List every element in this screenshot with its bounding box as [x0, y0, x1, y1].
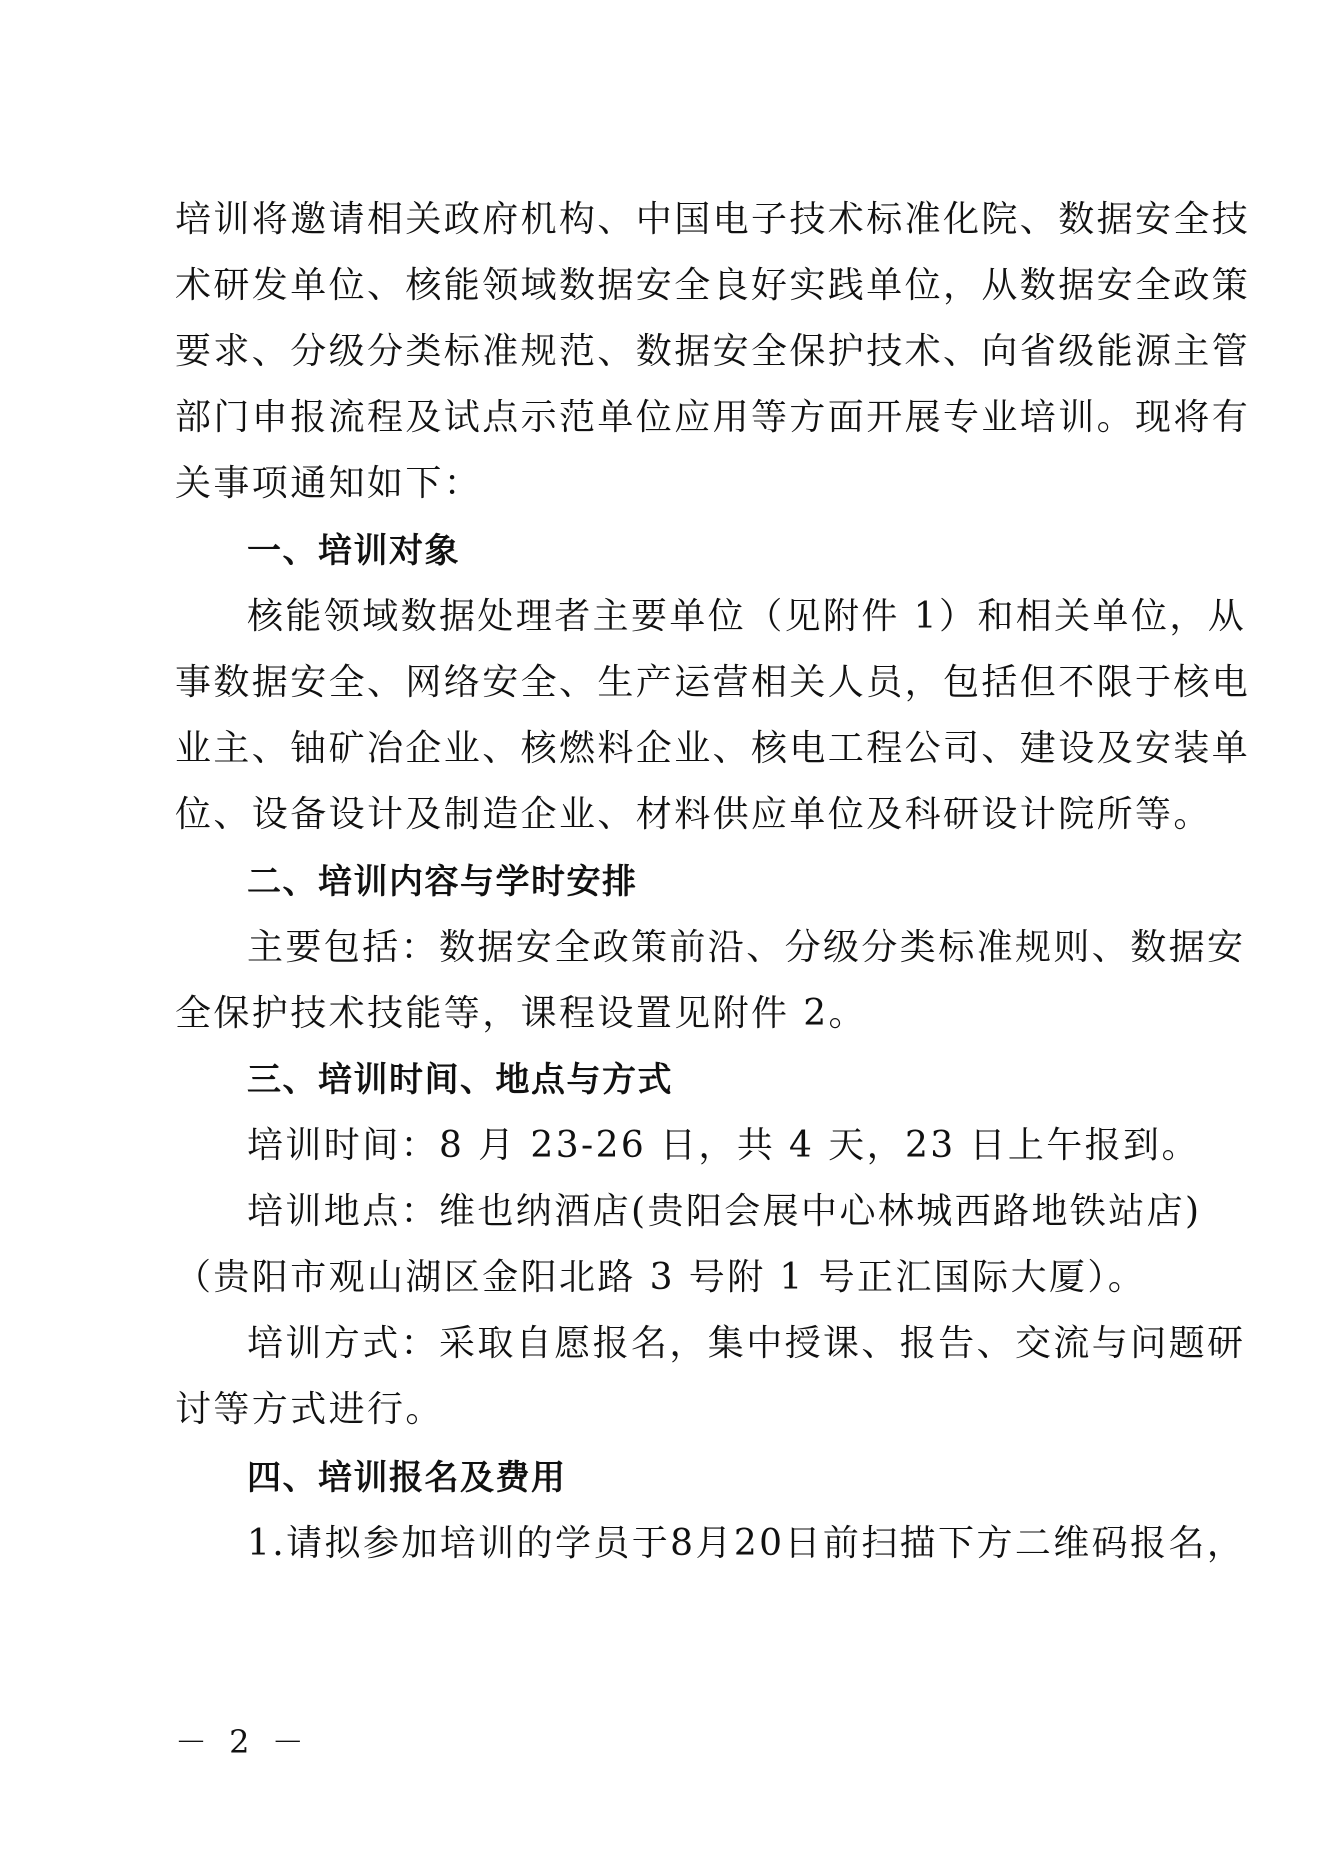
intro-line-1: 培训将邀请相关政府机构、中国电子技术标准化院、数据安全技	[175, 199, 1251, 240]
training-location-line-1: 培训地点：维也纳酒店(贵阳会展中心林城西路地铁站店)	[247, 1191, 1202, 1232]
section-1-line-4: 位、设备设计及制造企业、材料供应单位及科研设计院所等。	[175, 794, 1212, 835]
section-1-line-3: 业主、铀矿冶企业、核燃料企业、核电工程公司、建设及安装单	[175, 728, 1251, 769]
intro-line-3: 要求、分级分类标准规范、数据安全保护技术、向省级能源主管	[175, 331, 1251, 372]
section-2-line-1: 主要包括：数据安全政策前沿、分级分类标准规则、数据安	[247, 927, 1246, 968]
intro-line-2: 术研发单位、核能领域数据安全良好实践单位，从数据安全政策	[175, 265, 1251, 306]
training-method-line-2: 讨等方式进行。	[175, 1389, 444, 1430]
training-method-line-1: 培训方式：采取自愿报名，集中授课、报告、交流与问题研	[247, 1323, 1246, 1364]
section-1-line-1: 核能领域数据处理者主要单位（见附件 1）和相关单位，从	[247, 596, 1247, 637]
page-number: － 2 －	[175, 1723, 310, 1761]
section-4-item-1: 1.请拟参加培训的学员于8月20日前扫描下方二维码报名，	[247, 1523, 1246, 1564]
section-2-heading: 二、培训内容与学时安排	[247, 862, 638, 902]
training-time: 培训时间：8 月 23-26 日，共 4 天，23 日上午报到。	[247, 1125, 1200, 1166]
section-1-heading: 一、培训对象	[247, 531, 460, 571]
training-location-line-2: （贵阳市观山湖区金阳北路 3 号附 1 号正汇国际大厦）。	[175, 1257, 1147, 1298]
section-4-heading: 四、培训报名及费用	[247, 1458, 567, 1498]
section-2-line-2: 全保护技术技能等，课程设置见附件 2。	[175, 993, 867, 1034]
section-1-line-2: 事数据安全、网络安全、生产运营相关人员，包括但不限于核电	[175, 662, 1251, 703]
intro-line-5: 关事项通知如下：	[175, 463, 483, 504]
intro-line-4: 部门申报流程及试点示范单位应用等方面开展专业培训。现将有	[175, 397, 1251, 438]
section-3-heading: 三、培训时间、地点与方式	[247, 1060, 673, 1100]
